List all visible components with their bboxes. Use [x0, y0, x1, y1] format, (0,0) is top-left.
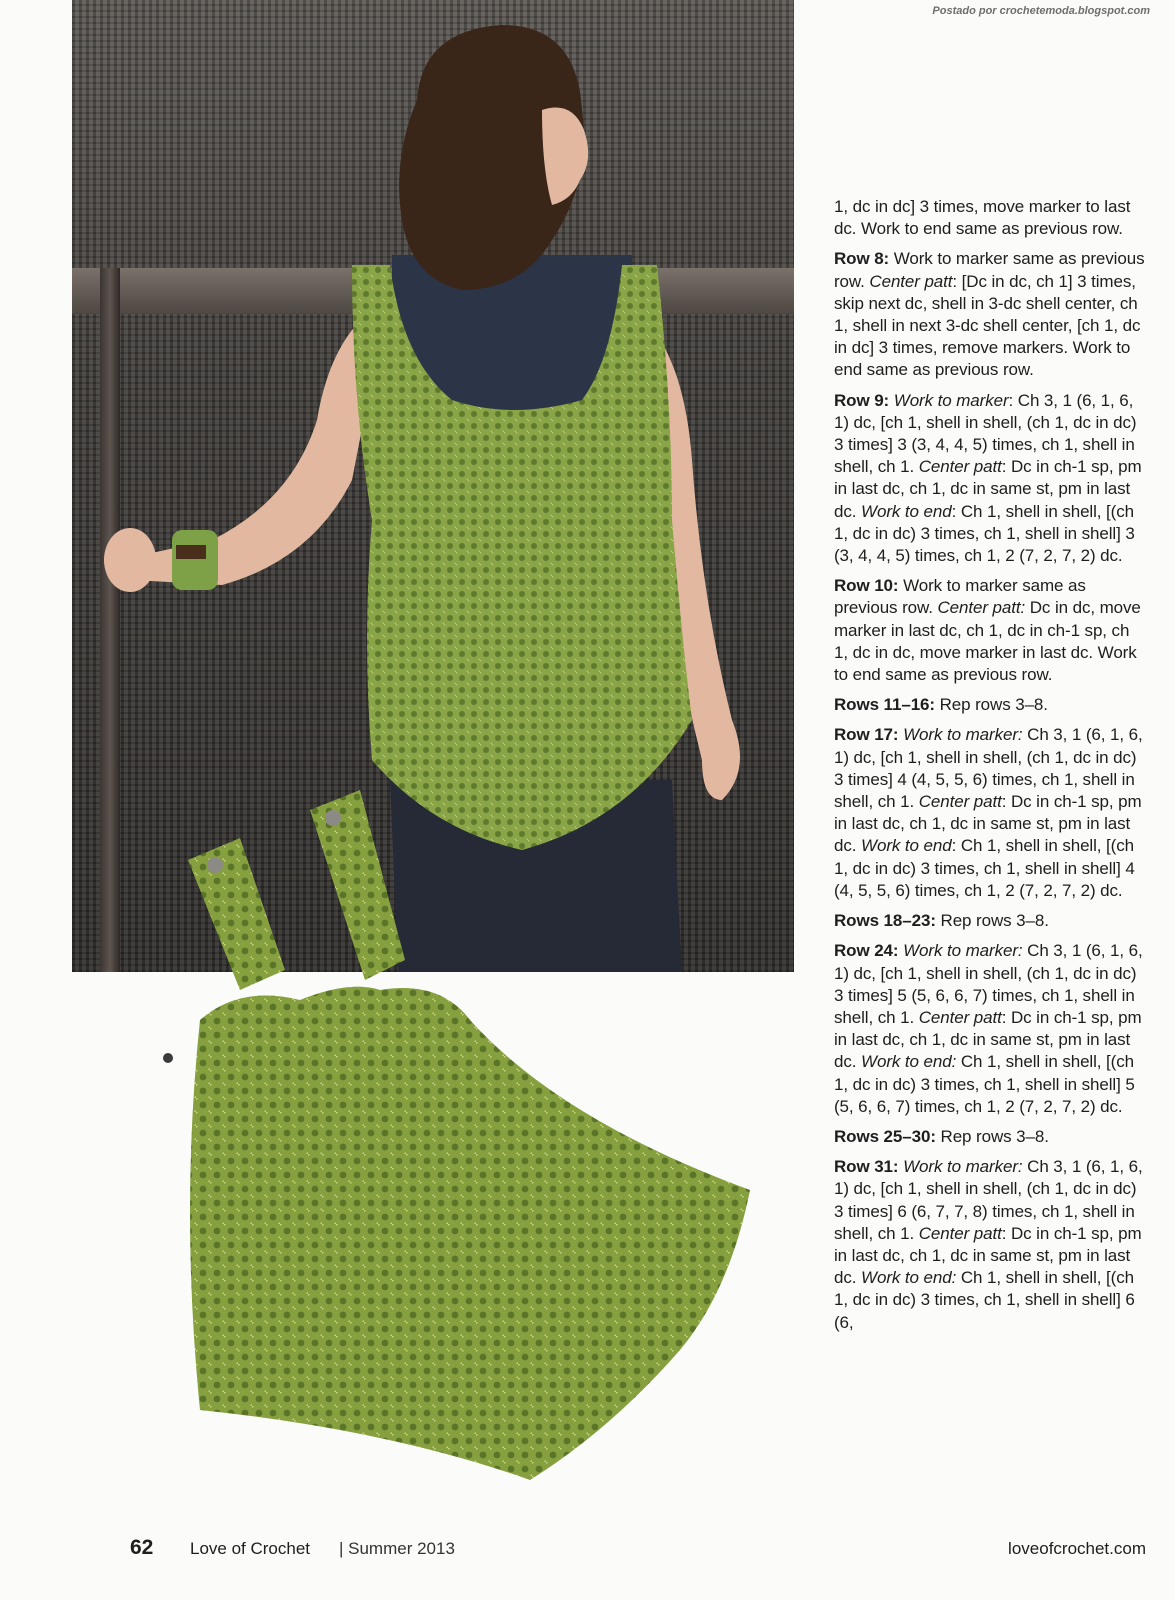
row-instruction-emphasis: Center patt [918, 792, 1002, 812]
pattern-row [834, 940, 1146, 1118]
row-instruction-text: : Ch 3, 1 (6, 1, 6, 1) dc, [ch 1, shell in shell, (ch 1, dc in dc) 3 times] 3 (3, 4, 4, 5) times, ch 1, shell in shell, ch 1. [834, 390, 1137, 477]
row-instruction-emphasis: Work to marker: [903, 725, 1023, 745]
row-instruction-emphasis: Work to marker [893, 390, 1009, 410]
row-instruction-text: : Dc in ch-1 sp, pm in last dc, ch 1, dc in same st, pm in last dc. [834, 1007, 1142, 1072]
row-label: Row 31: [834, 1157, 899, 1177]
row-label: Rows 11–16: [834, 695, 935, 715]
row-label: Rows 18–23: [834, 911, 936, 931]
row-instruction-text: Ch 3, 1 (6, 1, 6, 1) dc, [ch 1, shell in shell, (ch 1, dc in dc) 3 times] 4 (4, 5, 5, 6) times, ch 1, shell in shell, ch 1. [834, 725, 1143, 812]
row-instruction-text: : [Dc in dc, ch 1] 3 times, skip next dc, shell in 3-dc shell center, ch 1, shell in next 3-dc shell center, [ch 1, dc in dc] 3 times, remove markers. Work to end same as previous row. [834, 271, 1141, 380]
pattern-row [834, 1156, 1146, 1334]
row-instruction-emphasis: Center patt: [937, 598, 1026, 618]
row-instruction-text: Dc in dc, move marker in last dc, ch 1, dc in ch-1 sp, ch 1, dc in dc, move marker in last dc. Work to end same as previous row. [834, 598, 1141, 685]
row-label: Row 8: [834, 249, 890, 269]
pattern-instructions [834, 196, 1146, 1342]
row-label: Row 10: [834, 576, 899, 596]
row-instruction-text: Ch 3, 1 (6, 1, 6, 1) dc, [ch 1, shell in shell, (ch 1, dc in dc) 3 times] 6 (6, 7, 7, 8) times, ch 1, shell in shell, ch 1. [834, 1157, 1143, 1243]
pattern-row [834, 390, 1146, 568]
row-instruction-emphasis: Work to end [861, 836, 952, 856]
row-instruction-text: Rep rows 3–8. [935, 1126, 1049, 1146]
row-instruction-emphasis: Center patt [869, 271, 953, 291]
button-icon [207, 857, 223, 873]
row-instruction-emphasis: Center patt [918, 457, 1002, 477]
row-label: Rows 25–30: [834, 1126, 936, 1146]
page-footer [130, 1536, 1146, 1566]
pattern-row [834, 694, 1146, 716]
row-instruction-text: Rep rows 3–8. [935, 911, 1049, 931]
row-instruction-text: : Dc in ch-1 sp, pm in last dc, ch 1, dc in same st, pm in last dc. [834, 792, 1142, 856]
row-instruction-emphasis: Work to end [861, 501, 952, 521]
website-link[interactable]: loveofcrochet.com [1008, 1539, 1146, 1558]
row-instruction-text: : Ch 1, shell in shell, [(ch 1, dc in dc) 3 times, ch 1, shell in shell] 4 (4, 5, 5, 6) times, ch 1, 2 (7, 2, 7, 2) dc. [834, 836, 1135, 900]
page-number: 62 [130, 1536, 154, 1559]
row-instruction-emphasis: Work to marker: [903, 941, 1023, 961]
row-instruction-text: : Ch 1, shell in shell, [(ch 1, dc in dc) 3 times, ch 1, shell in shell] 3 (3, 4, 4, 5) times, ch 1, 2 (7, 2, 7, 2) dc. [834, 501, 1135, 566]
row-instruction-text: Ch 1, shell in shell, [(ch 1, dc in dc) 3 times, ch 1, shell in shell] 6 (6, [834, 1268, 1135, 1332]
pattern-row [834, 248, 1146, 381]
pattern-row [834, 1126, 1146, 1148]
pattern-row [834, 575, 1146, 686]
button-icon [325, 810, 341, 826]
row-instruction-emphasis: Center patt [918, 1223, 1002, 1243]
row-instruction-text: Ch 3, 1 (6, 1, 6, 1) dc, [ch 1, shell in shell, (ch 1, dc in dc) 3 times] 5 (5, 6, 6, 7) times, ch 1, shell in shell, ch 1. [834, 941, 1143, 1027]
pattern-continuation: 1, dc in dc] 3 times, move marker to last dc. Work to end same as previous row. [834, 197, 1131, 239]
row-instruction-emphasis: Work to marker: [903, 1157, 1023, 1177]
row-instruction-text: Work to marker same as previous row. [834, 576, 1086, 618]
flat-garment-photo [140, 790, 780, 1500]
issue-label: | Summer 2013 [339, 1539, 455, 1558]
row-instruction-text: : Dc in ch-1 sp, pm in last dc, ch 1, dc in same st, pm in last dc. [834, 457, 1142, 521]
row-instruction-emphasis: Center patt [918, 1007, 1002, 1027]
row-instruction-emphasis: Work to end: [861, 1268, 957, 1288]
pattern-row [834, 910, 1146, 932]
row-label: Row 17: [834, 725, 899, 745]
watermark: Postado por crochetemoda.blogspot.com [932, 5, 1150, 17]
row-label: Row 9: [834, 390, 890, 410]
row-instruction-text: Rep rows 3–8. [934, 695, 1048, 715]
magazine-title: Love of Crochet [190, 1539, 311, 1558]
row-instruction-emphasis: Work to end: [861, 1052, 957, 1072]
row-instruction-text: Ch 1, shell in shell, [(ch 1, dc in dc) 3 times, ch 1, shell in shell] 5 (5, 6, 6, 7) times, ch 1, 2 (7, 2, 7, 2) dc. [834, 1052, 1135, 1116]
row-instruction-text: : Dc in ch-1 sp, pm in last dc, ch 1, dc in same st, pm in last dc. [834, 1223, 1142, 1288]
row-instruction-text: Work to marker same as previous row. [834, 249, 1145, 291]
row-label: Row 24: [834, 941, 899, 961]
pattern-row [834, 724, 1146, 902]
